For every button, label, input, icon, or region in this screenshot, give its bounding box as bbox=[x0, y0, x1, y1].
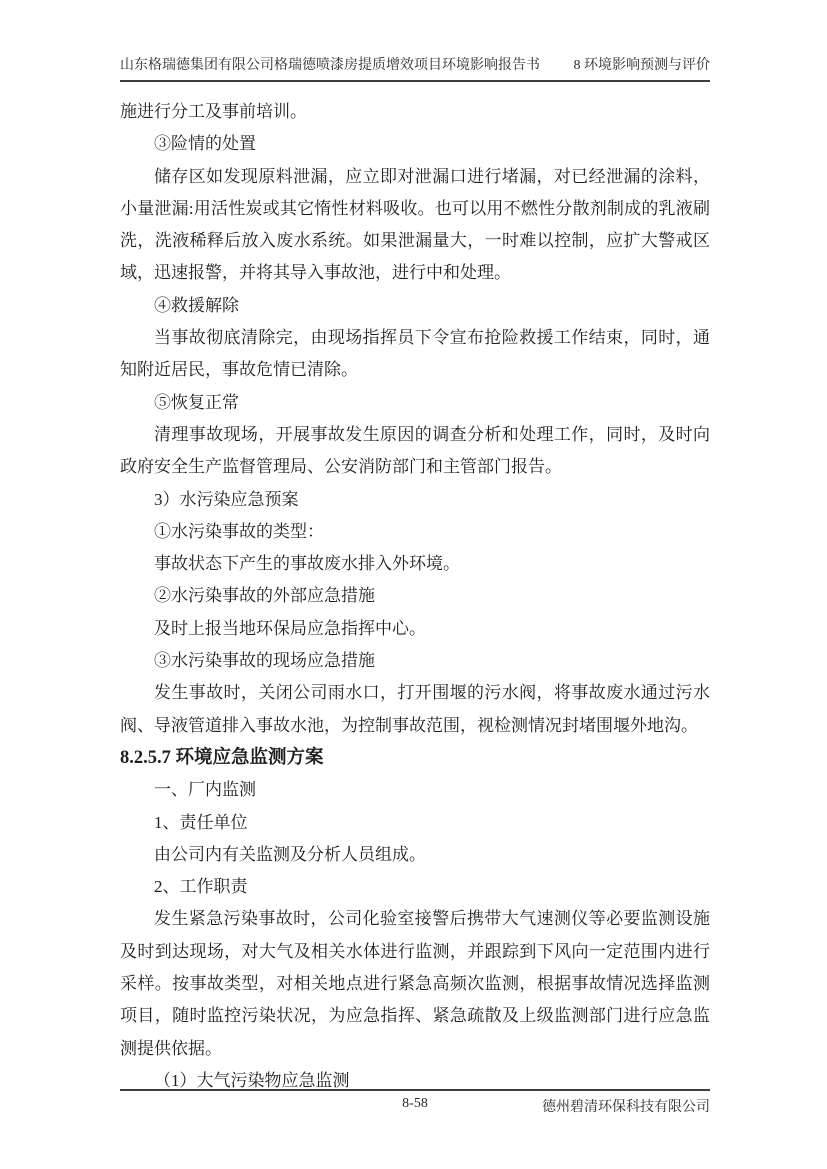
page-header bbox=[120, 54, 710, 82]
paragraph-water-accident-type: 事故状态下产生的事故废水排入外环境。 bbox=[154, 554, 460, 574]
list-item-hazard-handling: ③险情的处置 bbox=[154, 134, 256, 154]
paragraph-restore-normal: 清理事故现场，开展事故发生原因的调查分析和处理工作，同时，及时向政府安全生产监督管理局、公安消防部门和主管部门报告。 bbox=[120, 424, 710, 477]
list-item-responsible-unit: 1、责任单位 bbox=[154, 812, 248, 832]
footer-row bbox=[120, 1096, 710, 1116]
list-item-onsite-measures: ③水污染事故的现场应急措施 bbox=[154, 651, 375, 671]
paragraph-leak-response: 储存区如发现原料泄漏，应立即对泄漏口进行堵漏，对已经泄漏的涂料，小量泄漏:用活性炭或其它惰性材料吸收。也可以用不燃性分散剂制成的乳液刷洗，洗液稀释后放入废水系统。如果泄漏量大，一时难以控制，应扩大警戒区域，迅速报警，并将其导入事故池，进行中和处理。 bbox=[120, 166, 710, 283]
list-item-external-measures: ②水污染事故的外部应急措施 bbox=[154, 586, 375, 606]
list-item-air-pollutant-monitoring: （1）大气污染物应急监测 bbox=[154, 1070, 350, 1090]
list-item-water-pollution-plan: 3）水污染应急预案 bbox=[154, 489, 299, 509]
page-number: 8-58 bbox=[402, 1096, 428, 1111]
document-body bbox=[120, 96, 710, 1097]
paragraph-responsible-unit: 由公司内有关监测及分析人员组成。 bbox=[154, 844, 426, 864]
header-chapter-title: 8 环境影响预测与评价 bbox=[573, 58, 710, 73]
paragraph-work-duty: 发生紧急污染事故时，公司化验室接警后携带大气速测仪等必要监测设施及时到达现场，对大气及相关水体进行监测，并跟踪到下风向一定范围内进行采样。按事故类型，对相关地点进行紧急高频次监测，根据事故情况选择监测项目，随时监控污染状况，为应急指挥、紧急疏散及上级监测部门进行应急监测提供依据。 bbox=[120, 909, 710, 1058]
paragraph-external-measures: 及时上报当地环保局应急指挥中心。 bbox=[154, 618, 426, 638]
list-item-rescue-release: ④救援解除 bbox=[154, 295, 239, 315]
list-item-work-duty: 2、工作职责 bbox=[154, 877, 248, 897]
section-heading-8257: 8.2.5.7 环境应急监测方案 bbox=[120, 747, 324, 768]
page-footer bbox=[120, 1089, 710, 1116]
paragraph-rescue-release: 当事故彻底清除完，由现场指挥员下令宣布抢险救援工作结束，同时，通知附近居民，事故危情已清除。 bbox=[120, 328, 710, 380]
list-item-factory-monitoring: 一、厂内监测 bbox=[154, 780, 256, 800]
list-item-water-accident-type: ①水污染事故的类型： bbox=[154, 521, 324, 541]
header-report-title: 山东格瑞德集团有限公司格瑞德喷漆房提质增效项目环境影响报告书 bbox=[120, 58, 540, 73]
footer-company-name: 德州碧清环保科技有限公司 bbox=[542, 1100, 710, 1115]
paragraph-onsite-measures: 发生事故时，关闭公司雨水口，打开围堰的污水阀，将事故废水通过污水阀、导液管道排入事故水池，为控制事故范围，视检测情况封堵围堰外地沟。 bbox=[120, 683, 710, 735]
list-item-restore-normal: ⑤恢复正常 bbox=[154, 392, 239, 412]
paragraph-continuation: 施进行分工及事前培训。 bbox=[120, 102, 307, 121]
